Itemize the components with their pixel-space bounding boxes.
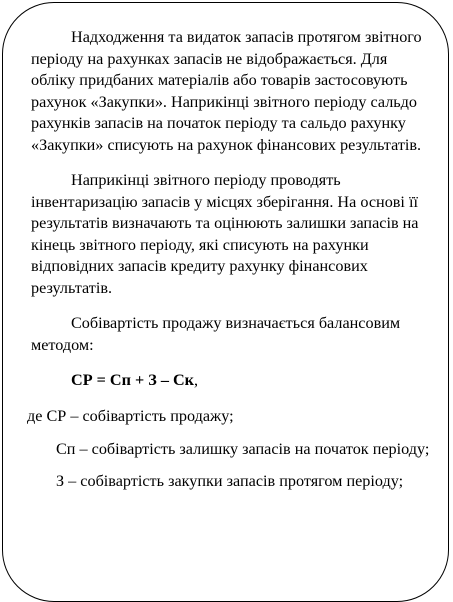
definition-opening-stock: Сп – собівартість залишку запасів на початок періоду; [56,440,430,458]
cost-formula-text: СР = Сп + З – Ск [71,371,194,389]
definition-purchases: З – собівартість закупки запасів протягом періоду; [56,471,404,490]
definition-intro: де СР – собівартість продажу; [27,406,234,425]
cost-formula [31,370,431,392]
paragraph-inventory-accounting: Надходження та видаток запасів протягом звітного періоду на рахунках запасів не відображається. Для обліку придбаних матеріалів або товарів застосовують рахунок «Закупки». Наприкінці звітного періоду сальдо рахунків запасів на початок періоду та сальдо рахунку «Закупки» списують на рахунок фінансових результатів. [31,28,422,154]
document-body [27,27,431,492]
paragraph-cost-method: Собівартість продажу визначається балансовим методом: [31,314,401,354]
rounded-page-frame [2,2,449,602]
paragraph-inventory-count: Наприкінці звітного періоду проводять інвентаризацію запасів у місцях зберігання. На основі її результатів визначають та оцінюють залишки запасів на кінець звітного періоду, які списують на рахунки відповідних запасів кредиту рахунку фінансових результатів. [31,171,419,297]
cost-formula-tail: , [193,371,199,389]
